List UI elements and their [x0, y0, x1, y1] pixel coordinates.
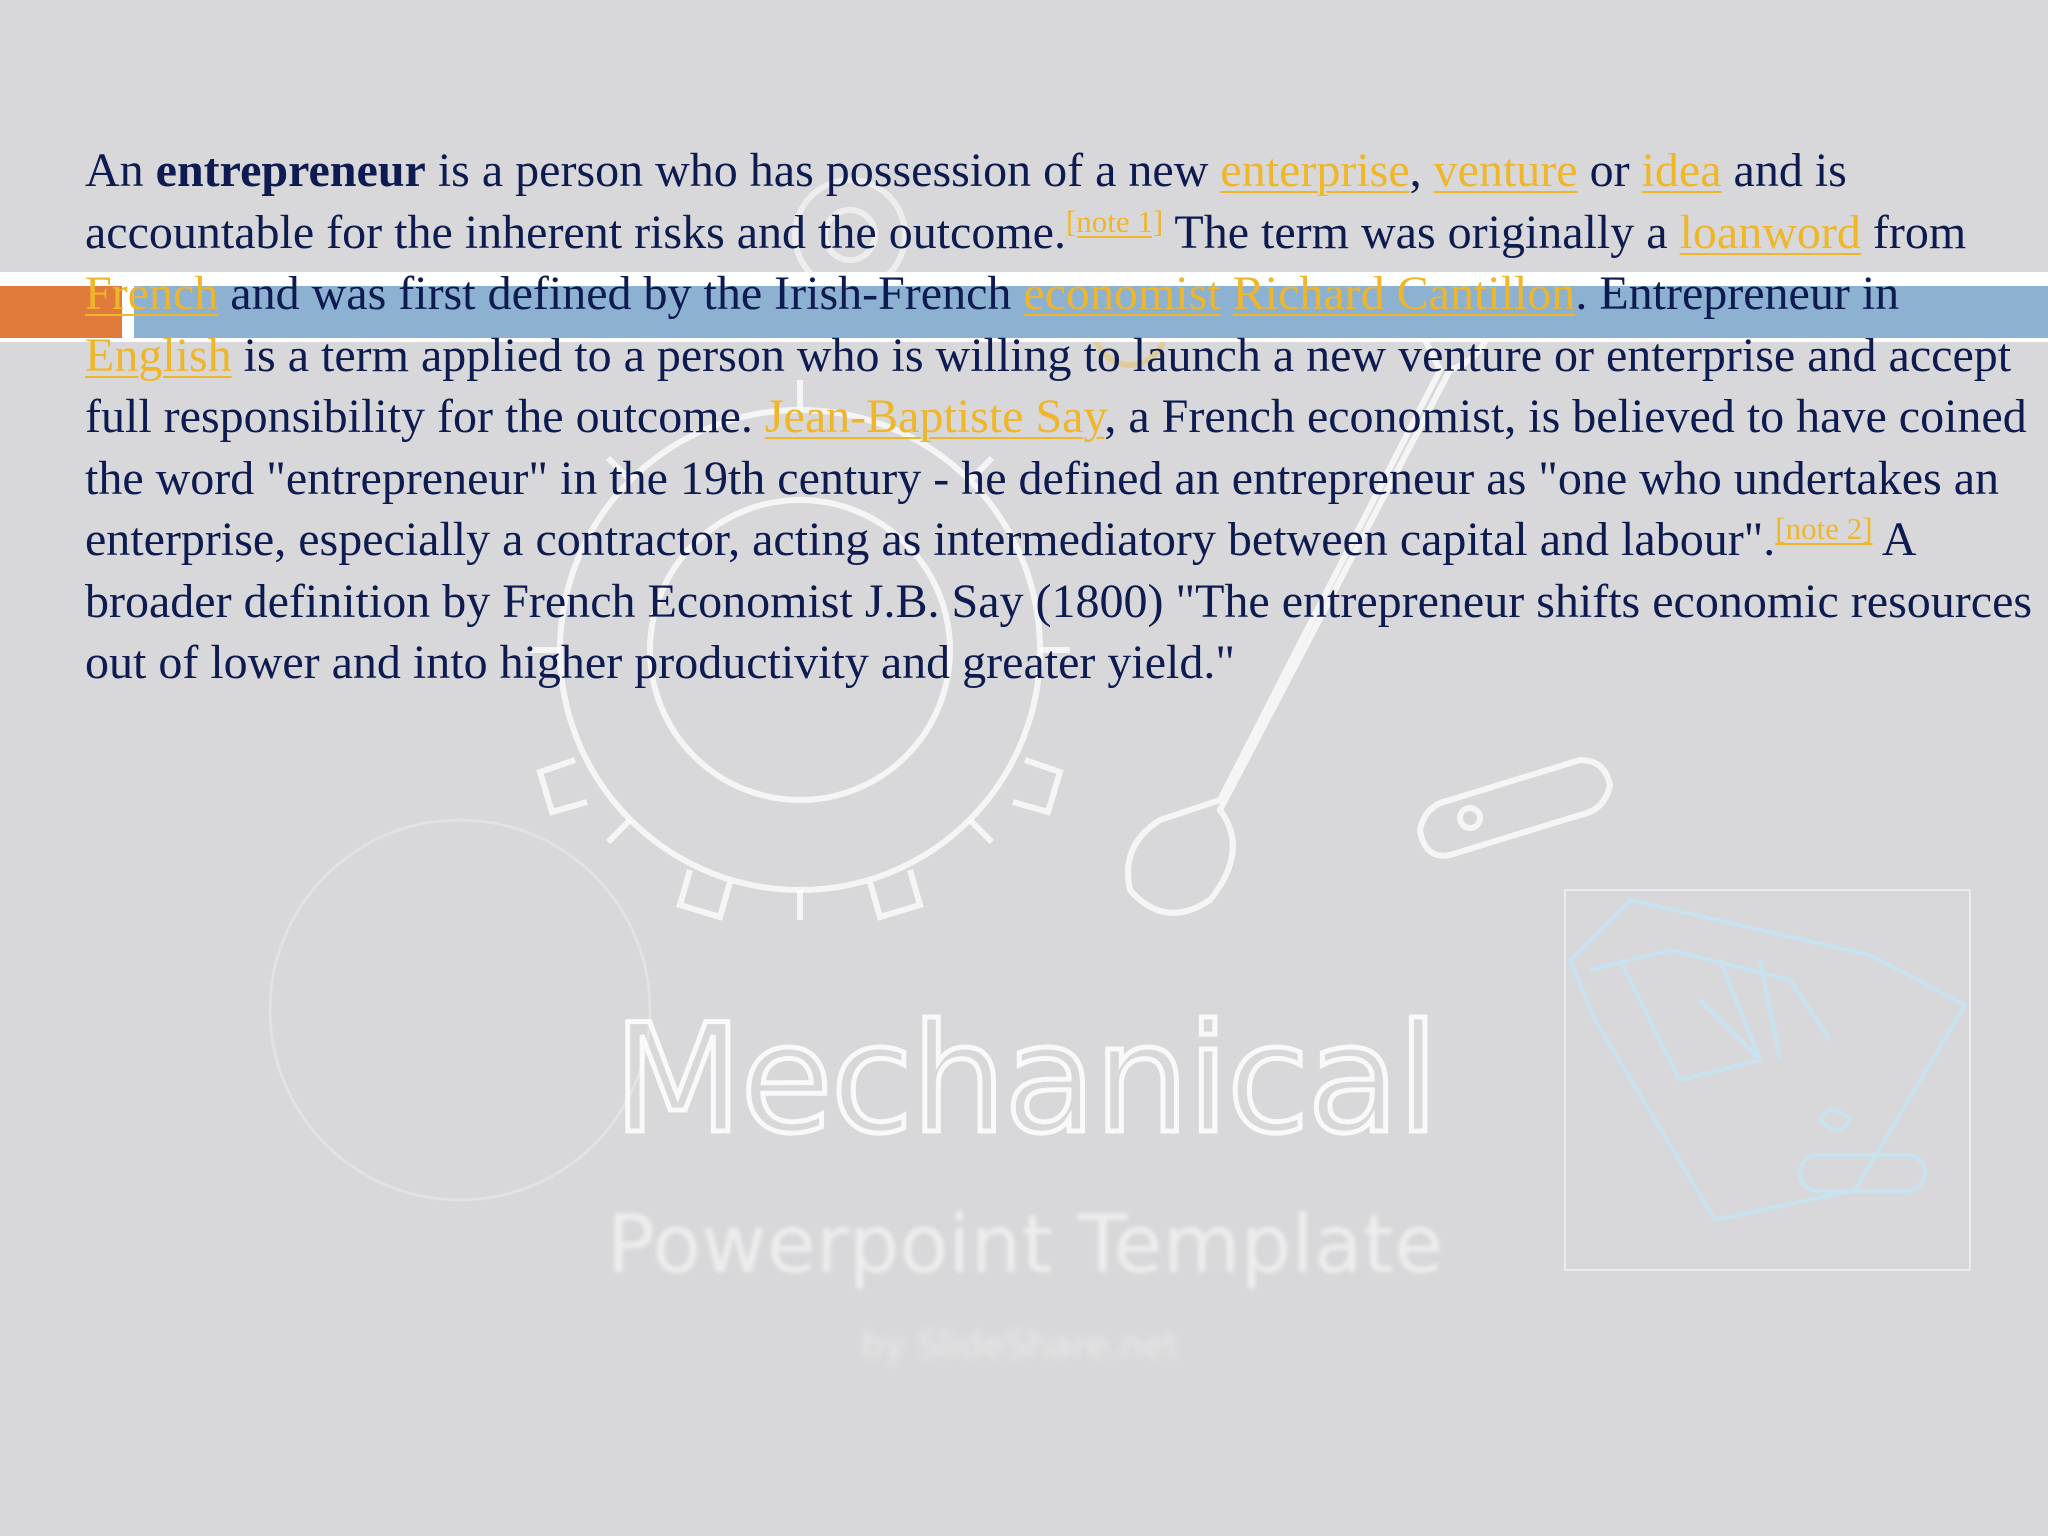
bolt-icon	[1420, 760, 1610, 856]
text-run	[1221, 267, 1233, 320]
link-idea[interactable]: idea	[1641, 144, 1722, 197]
entrepreneur-paragraph	[85, 140, 2035, 694]
bold-term: entrepreneur	[155, 144, 426, 197]
text-run: is a term applied to a person who is willing to launch a new venture or enterprise and accept full responsibility for the outcome.	[85, 328, 2012, 443]
watermark-title: Mechanical	[613, 993, 1437, 1167]
text-run: from	[1860, 205, 1967, 259]
text-run: is a person who has possession of a new	[425, 144, 1221, 197]
link-english[interactable]: English	[85, 328, 232, 382]
slide-body	[85, 140, 2035, 694]
text-run: . Entrepreneur in	[1575, 267, 1900, 320]
text-run: An	[85, 144, 156, 197]
text-run: ,	[1409, 144, 1434, 197]
text-run: The term was originally a	[1163, 205, 1680, 259]
text-run: and was first defined by the Irish-French	[218, 267, 1024, 320]
link-jean-baptiste-say[interactable]: Jean-Baptiste Say	[764, 390, 1105, 443]
crane-icon	[1565, 890, 1970, 1270]
watermark-subtitle: Powerpoint Template	[606, 1198, 1444, 1291]
link-note-1[interactable]: [note 1]	[1065, 203, 1164, 239]
text-run: and is accountable for the inherent risks and the outcome.	[85, 144, 1847, 259]
text-run: or	[1577, 144, 1642, 197]
link-venture[interactable]: venture	[1433, 144, 1578, 197]
link-loanword[interactable]: loanword	[1679, 205, 1861, 259]
link-note-2[interactable]: [note 2]	[1775, 511, 1873, 546]
text-run: A broader definition by French Economist J.B. Say (1800) "The entrepreneur shifts economic resources out of lower and into higher productivity and greater yield."	[85, 513, 2033, 689]
link-enterprise[interactable]: enterprise	[1220, 144, 1410, 197]
link-french[interactable]: French	[85, 267, 219, 320]
link-economist[interactable]: economist	[1023, 267, 1221, 320]
link-richard-cantillon[interactable]: Richard Cantillon	[1232, 267, 1576, 320]
watermark-byline: by SlideShare.net	[861, 1325, 1179, 1366]
text-run: , a French economist, is believed to have coined the word "entrepreneur" in the 19th century - he defined an entrepreneur as "one who undertakes an enterprise, especially a contractor, acting as intermediatory between capital and labour".	[85, 390, 2027, 566]
